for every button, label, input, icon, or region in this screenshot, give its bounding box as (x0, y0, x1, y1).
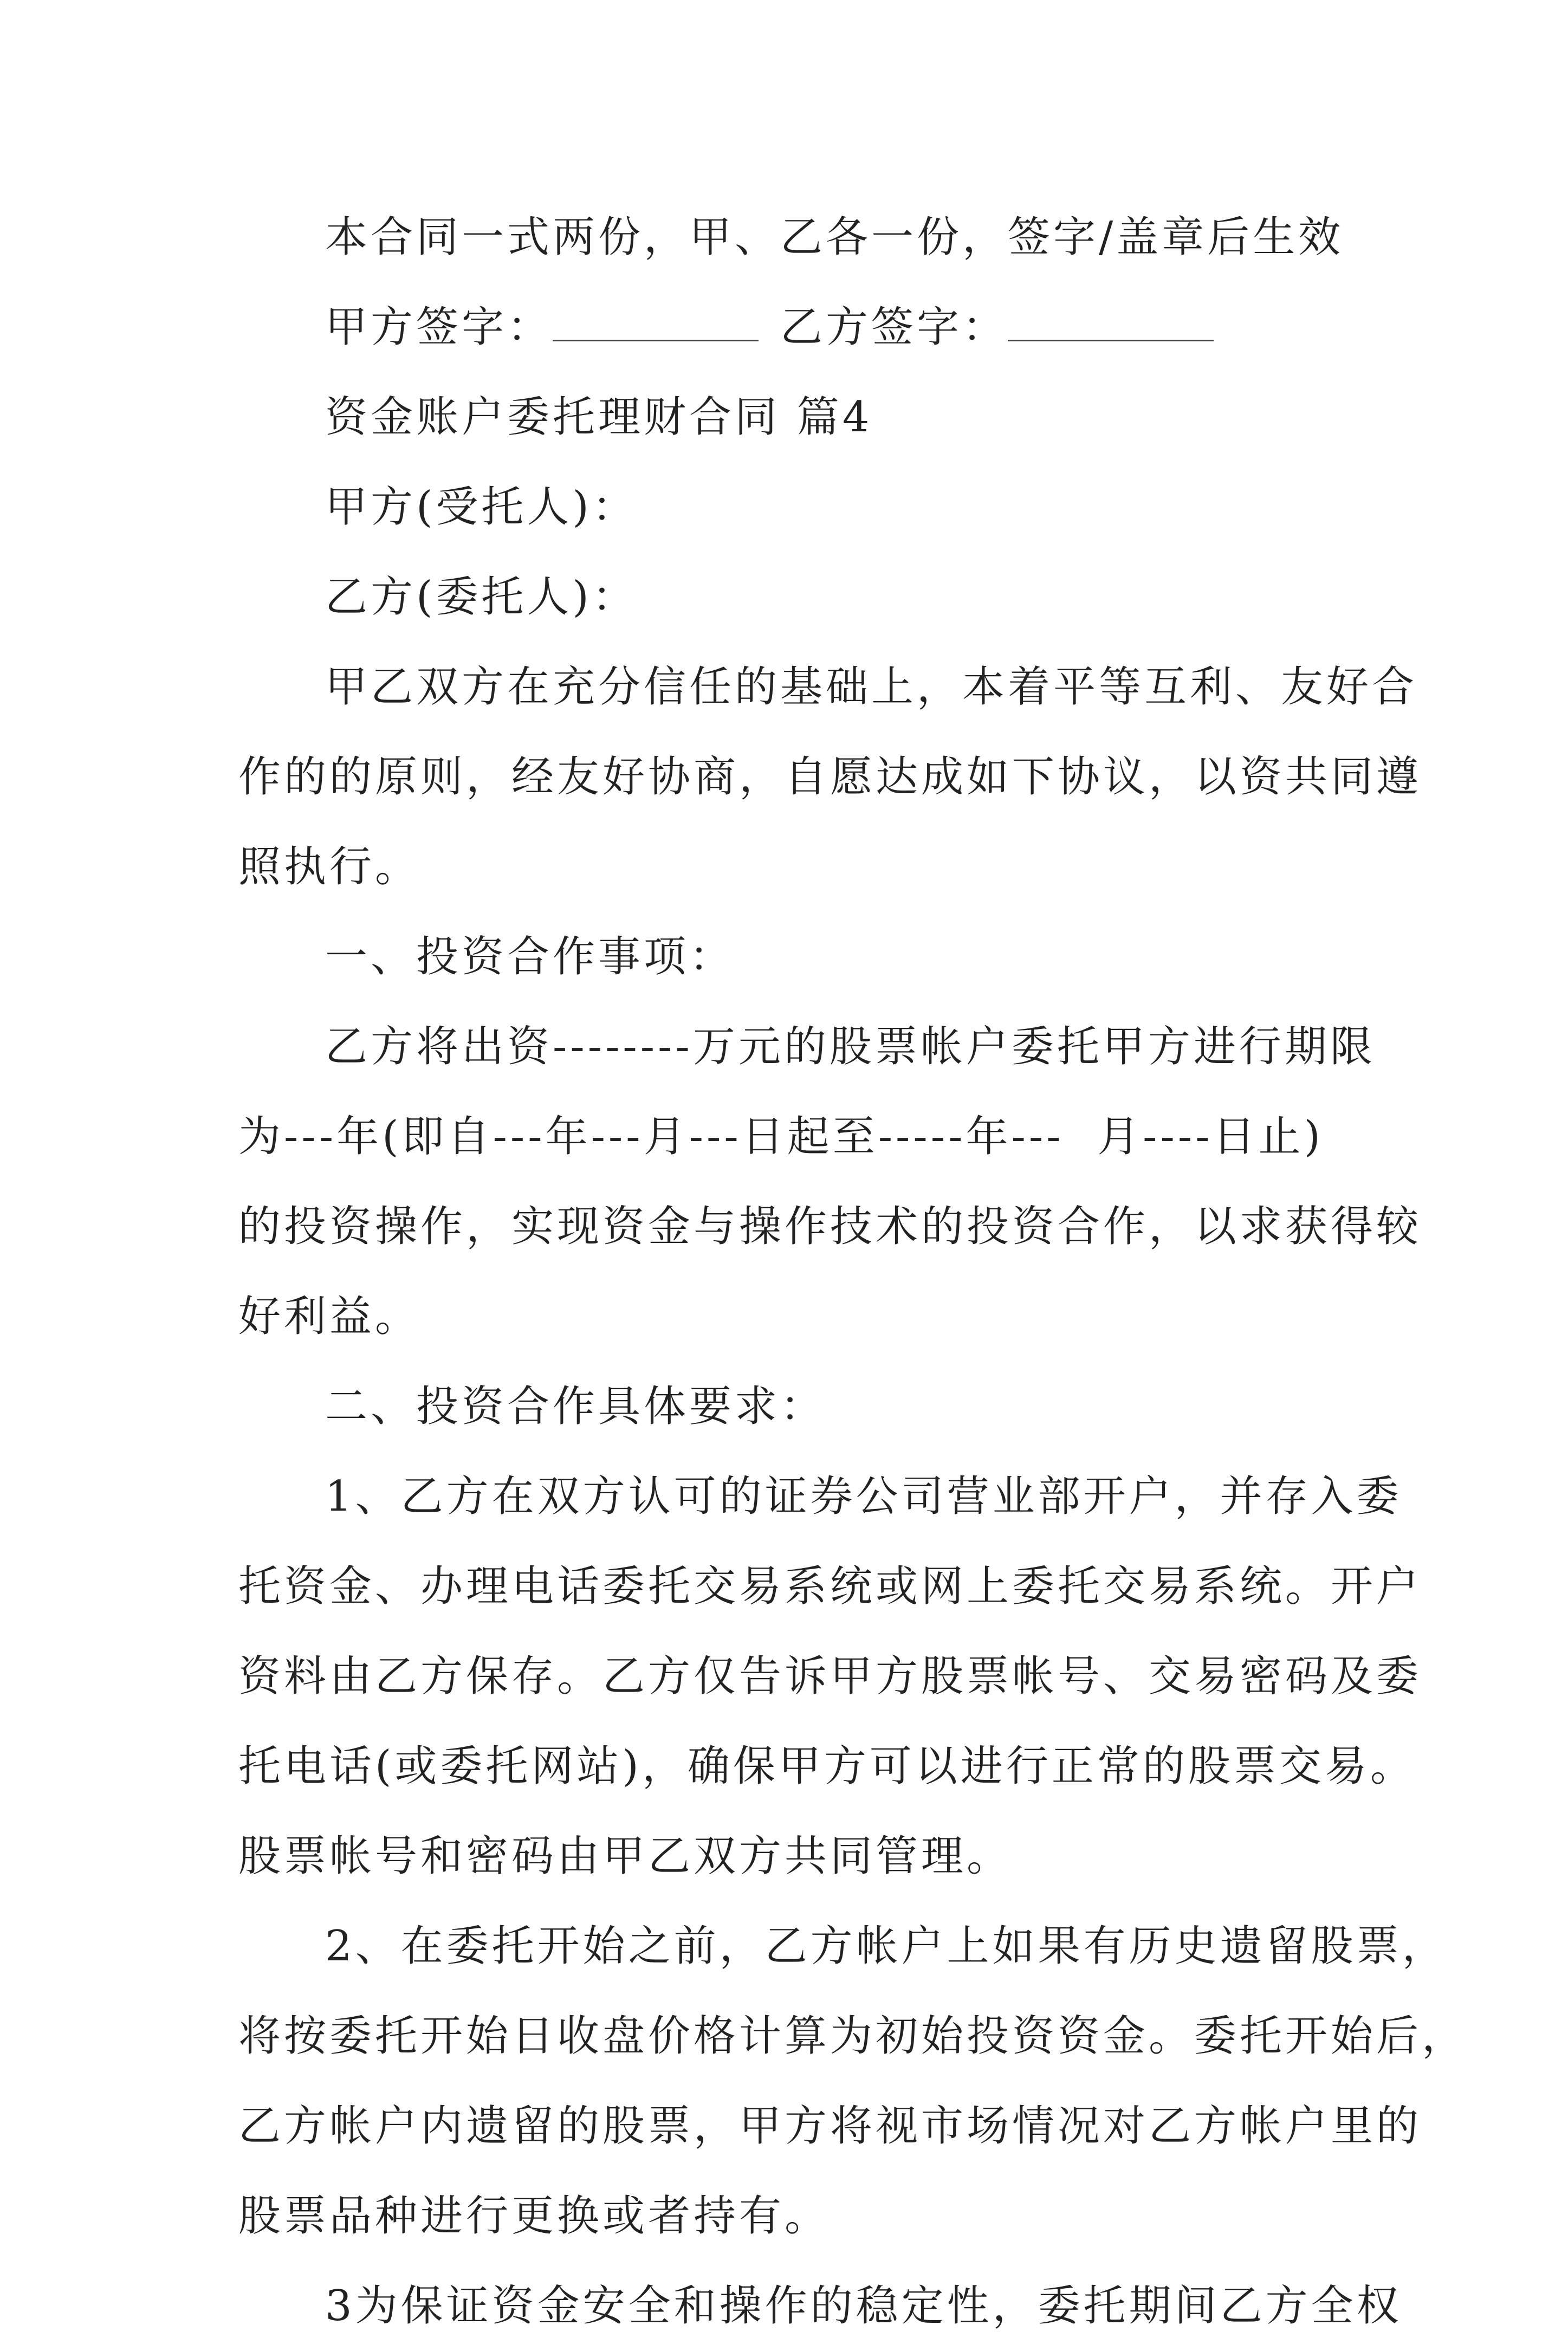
clause1-line-5: 股票帐号和密码由甲乙双方共同管理。 (238, 1832, 1013, 1881)
item1-line-4: 好利益。 (238, 1292, 421, 1341)
item2-heading: 二、投资合作具体要求： (325, 1382, 826, 1431)
document-body (238, 192, 1468, 2351)
party-b-label: 乙方(委托人)： (325, 573, 638, 621)
clause1-line-2: 托资金、办理电话委托交易系统或网上委托交易系统。开户 (238, 1562, 1422, 1611)
clause3-line-1: 3为保证资金安全和操作的稳定性，委托期间乙方全权 (325, 2282, 1402, 2330)
party-a-signature-line (553, 307, 759, 341)
preamble-line-3: 照执行。 (238, 843, 421, 891)
clause1-line-3: 资料由乙方保存。乙方仅告诉甲方股票帐号、交易密码及委 (238, 1652, 1422, 1701)
clause2-line-2: 将按委托开始日收盘价格计算为初始投资资金。委托开始后， (238, 2012, 1468, 2061)
party-b-signature-label: 乙方签字： (780, 303, 1008, 352)
item1-line-2: 为---年(即自---年---月---日起至-----年--- 月----日止) (238, 1112, 1324, 1161)
section-title: 资金账户委托理财合同 篇4 (325, 393, 873, 442)
effectiveness-clause: 本合同一式两份，甲、乙各一份，签字/盖章后生效 (325, 213, 1344, 262)
preamble-line-2: 作的的原则，经友好协商，自愿达成如下协议，以资共同遵 (238, 753, 1422, 801)
preamble-line-1: 甲乙双方在充分信任的基础上，本着平等互利、友好合 (325, 663, 1418, 711)
clause2-line-4: 股票品种进行更换或者持有。 (238, 2192, 831, 2240)
party-b-signature-line (1008, 307, 1214, 341)
item1-heading: 一、投资合作事项： (325, 932, 735, 981)
clause1-line-1: 1、乙方在双方认可的证券公司营业部开户，并存入委 (325, 1472, 1402, 1521)
clause2-line-3: 乙方帐户内遗留的股票，甲方将视市场情况对乙方帐户里的 (238, 2102, 1422, 2151)
item1-line-3: 的投资操作，实现资金与操作技术的投资合作，以求获得较 (238, 1202, 1422, 1251)
party-a-signature-label: 甲方签字： (325, 303, 553, 352)
clause2-line-1: 2、在委托开始之前，乙方帐户上如果有历史遗留股票， (325, 1922, 1448, 1971)
clause1-line-4: 托电话(或委托网站)，确保甲方可以进行正常的股票交易。 (238, 1742, 1416, 1791)
party-a-label: 甲方(受托人)： (325, 483, 638, 532)
signature-row (238, 282, 1340, 372)
item1-line-1: 乙方将出资--------万元的股票帐户委托甲方进行期限 (325, 1022, 1376, 1071)
